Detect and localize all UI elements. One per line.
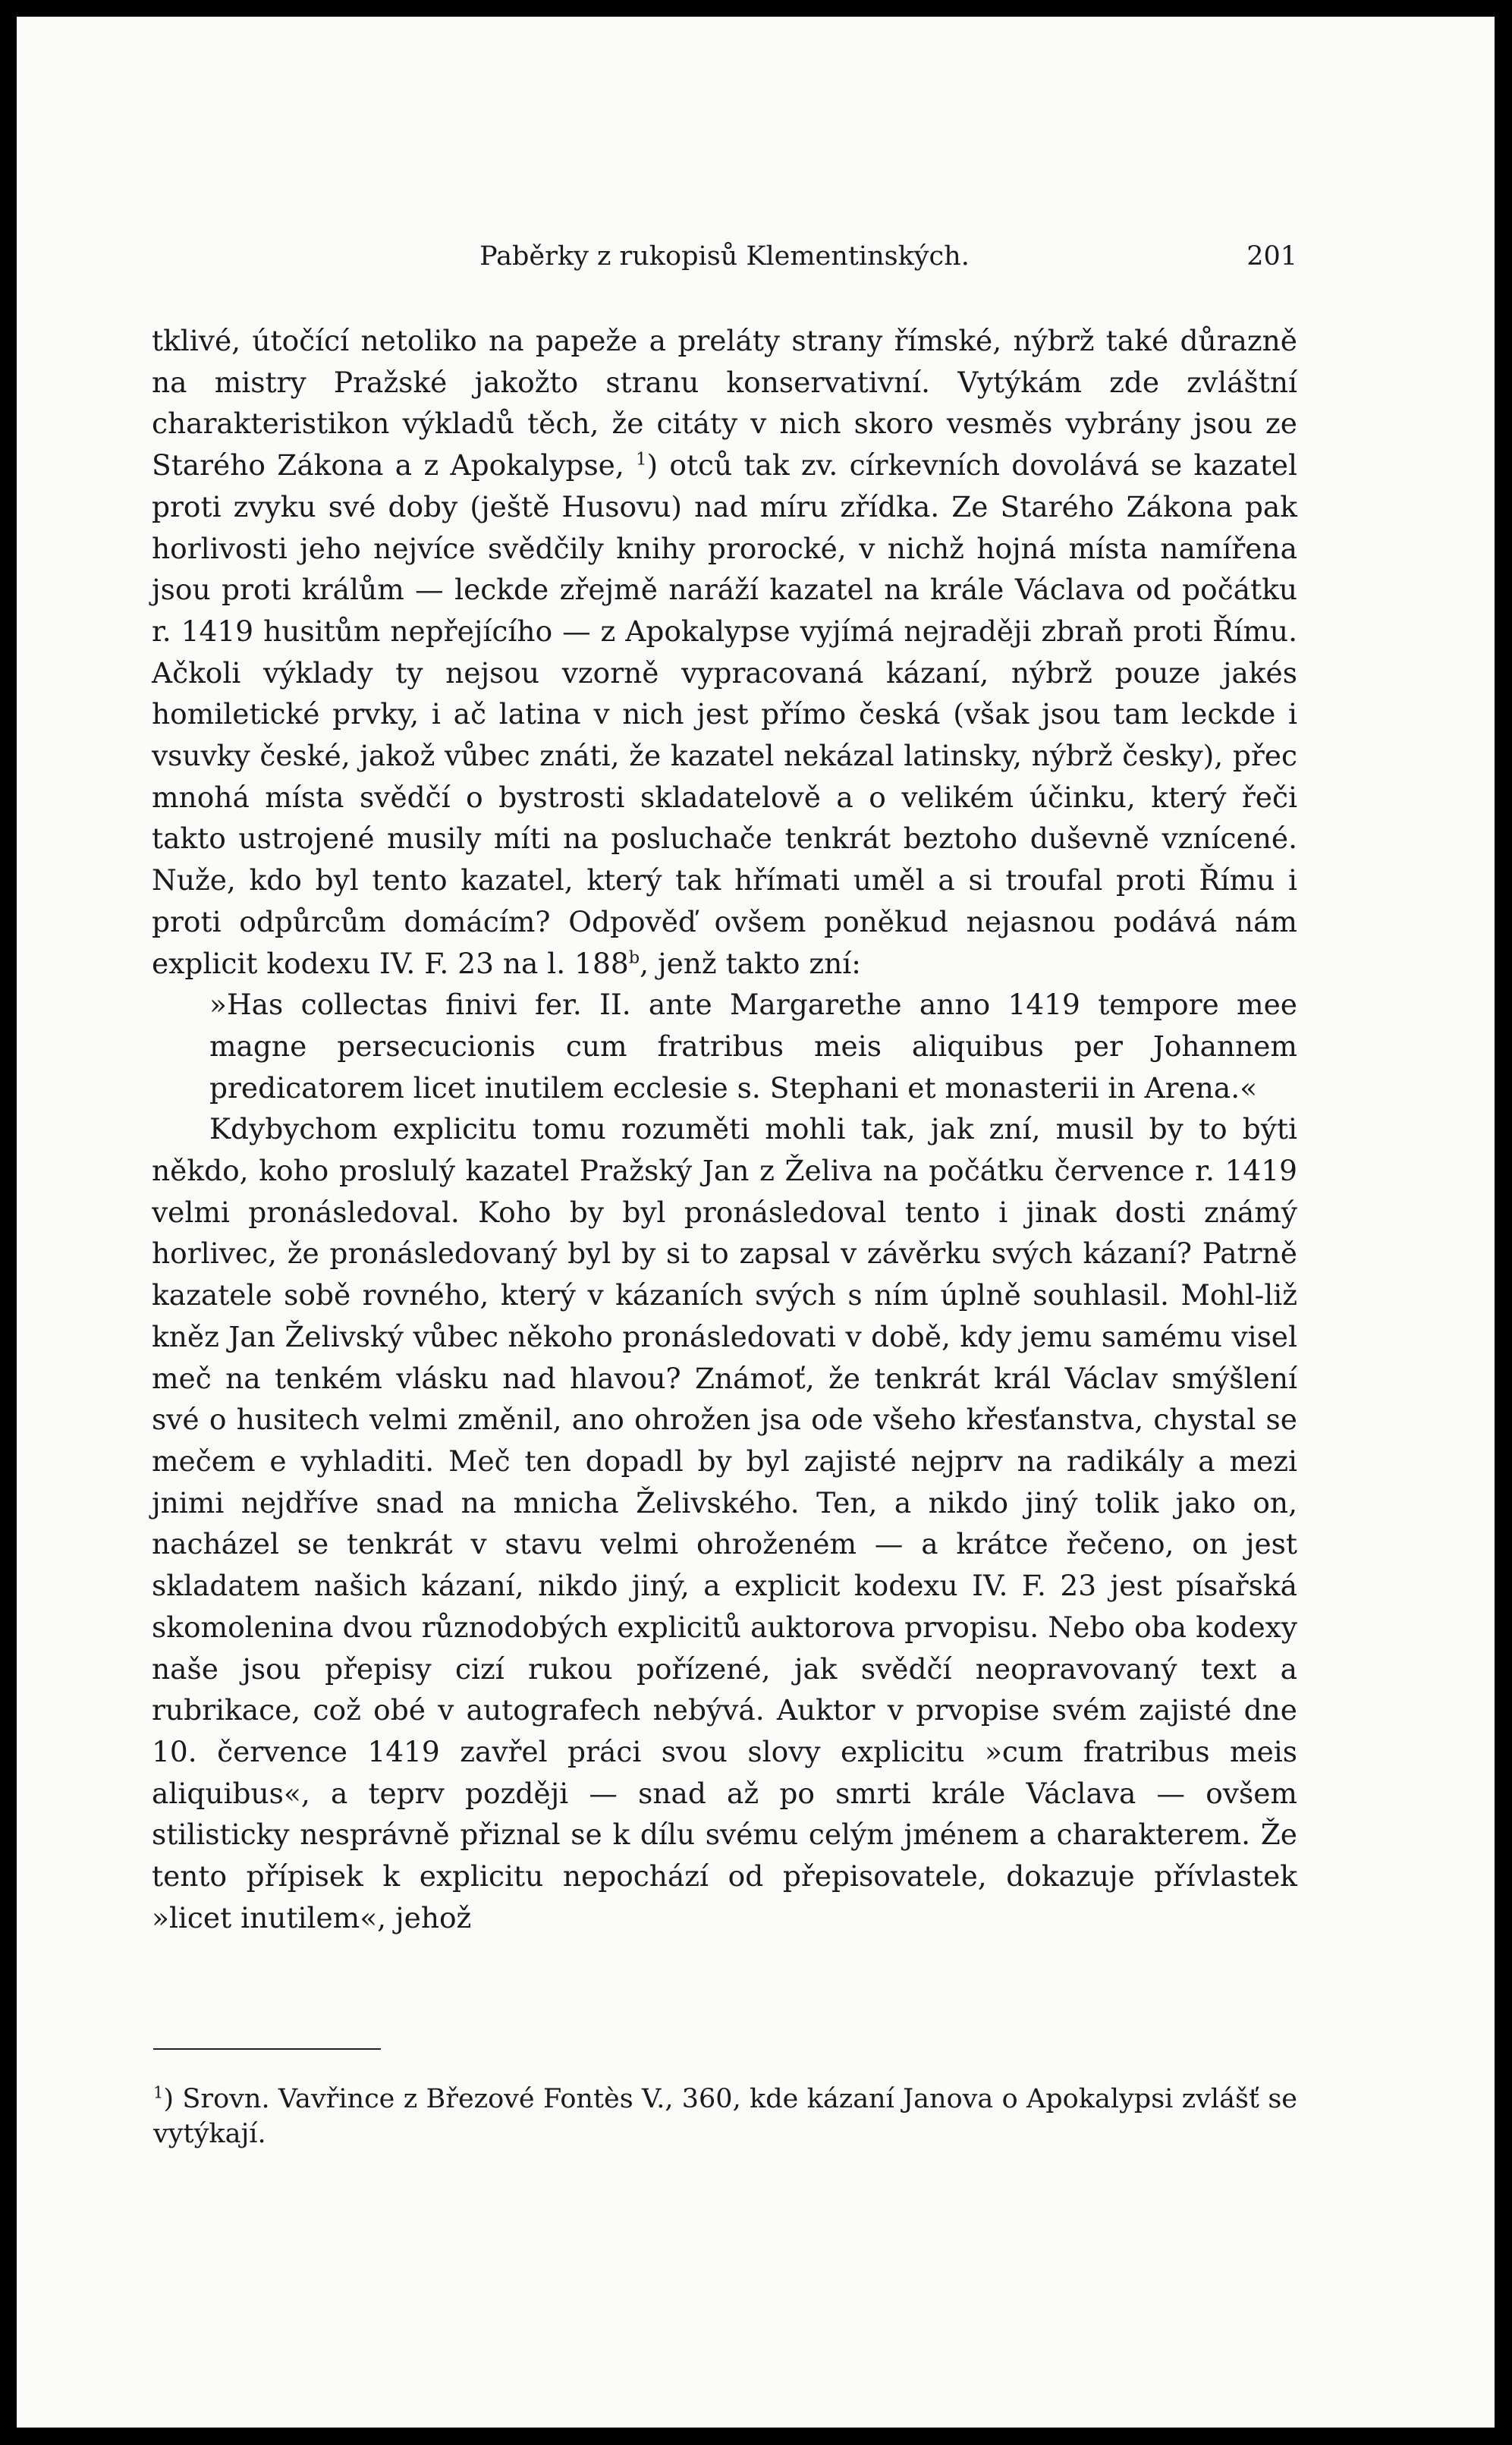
folio-superscript: b <box>628 948 640 968</box>
paragraph-1 <box>152 320 1297 984</box>
scanned-page <box>17 17 1495 2428</box>
main-text <box>152 320 1297 1938</box>
page-number: 201 <box>1246 241 1297 272</box>
header-title: Paběrky z rukopisů Klementinských. <box>479 241 970 272</box>
explicit-quote: »Has collectas finivi fer. II. ante Margarethe anno 1419 tempore mee magne persecucionis cum fratribus meis aliquibus per Johannem predicatorem licet inutilem ecclesie s. Stephani et monasterii in Arena.« <box>209 988 1297 1105</box>
footnote-text: ) Srovn. Vavřince z Březové Fontès V., 360, kde kázaní Janova o Apokalypsi zvlášť se vytýkají. <box>153 2084 1297 2149</box>
footnote-ref: 1 <box>636 449 647 470</box>
paragraph-2: Kdybychom explicitu tomu rozuměti mohli tak, jak zní, musil by to býti někdo, koho proslulý kazatel Pražský Jan z Želiva na počátku července r. 1419 velmi pronásledoval. Koho by byl pronásledoval tento i jinak dosti známý horlivec, že pronásledovaný byl by si to zapsal v závěrku svých kázaní? Patrně kazatele sobě rovného, který v kázaních svých s ním úplně souhlasil. Mohl-liž kněz Jan Želivský vůbec někoho pronásledovati v době, kdy jemu samému visel meč na tenkém vlásku nad hlavou? Známoť, že tenkrát král Václav smýšlení své o husitech velmi změnil, ano ohrožen jsa ode všeho křesťanstva, chystal se mečem e vyhladiti. Meč ten dopadl by byl zajisté nejprv na radikály a mezi jnimi nejdříve snad na mnicha Želivského. Ten, a nikdo jiný tolik jako on, nacházel se tenkrát v stavu velmi ohroženém — a krátce řečeno, on jest skladatem našich kázaní, nikdo jiný, a explicit kodexu IV. F. 23 jest písařská skomolenina dvou různodobých explicitů auktorova prvopisu. Nebo oba kodexy naše jsou přepisy cizí rukou pořízené, jak svědčí neopravovaný text a rubrikace, což obé v autografech nebývá. Auktor v prvopise svém zajisté dne 10. července 1419 zavřel práci svou slovy explicitu »cum fratribus meis aliquibus«, a teprv později — snad až po smrti krále Václava — ovšem stilisticky nesprávně přiznal se k dílu svému celým jménem a charakterem. Že tento přípisek k explicitu nepochází od přepisovatele, dokazuje přívlastek »licet inutilem«, jehož <box>152 1112 1297 1934</box>
running-header <box>152 241 1297 279</box>
footnote <box>153 2082 1297 2151</box>
footnote-divider <box>153 2048 381 2050</box>
paragraph-1-text-b: ) otců tak zv. církevních dovolává se kazatel proti zvyku své doby (ještě Husovu) nad míru zřídka. Ze Starého Zákona pak horlivosti jeho nejvíce svědčily knihy prorocké, v nichž hojná místa namířena jsou proti králům — leckde zřejmě naráží kazatel na krále Václava od počátku r. 1419 husitům nepřejícího — z Apokalypse vyjímá nejraději zbraň proti Římu. Ačkoli výklady ty nejsou vzorně vypracovaná kázaní, nýbrž pouze jakés homiletické prvky, i ač latina v nich jest přímo česká (však jsou tam leckde i vsuvky české, jakož vůbec znáti, že kazatel nekázal latinsky, nýbrž česky), přec mnohá místa svědčí o bystrosti skladatelově a o velikém účinku, který řeči takto ustrojené musily míti na posluchače tenkrát beztoho duševně vznícené. Nužе, kdo byl tento kazatel, který tak hřímati uměl a si troufal proti Římu i proti odpůrcům domácím? Odpověď ovšem poněkud nejasnou podává nám explicit kodexu IV. F. 23 na l. 188 <box>152 448 1297 980</box>
footnote-mark: 1 <box>153 2083 164 2102</box>
paragraph-1-text-c: , jenž takto zní: <box>640 946 861 980</box>
paragraph-1-text-a: tklivé, útočící netoliko na papeže a preláty strany římské, nýbrž také důrazně na mistry Pražské jakožto stranu konservativní. Vytýkám zde zvláštní charakteristikon výkladů těch, že citáty v nich skoro vesměs vybrány jsou ze Starého Zákona a z Apokalypse, <box>152 324 1297 482</box>
